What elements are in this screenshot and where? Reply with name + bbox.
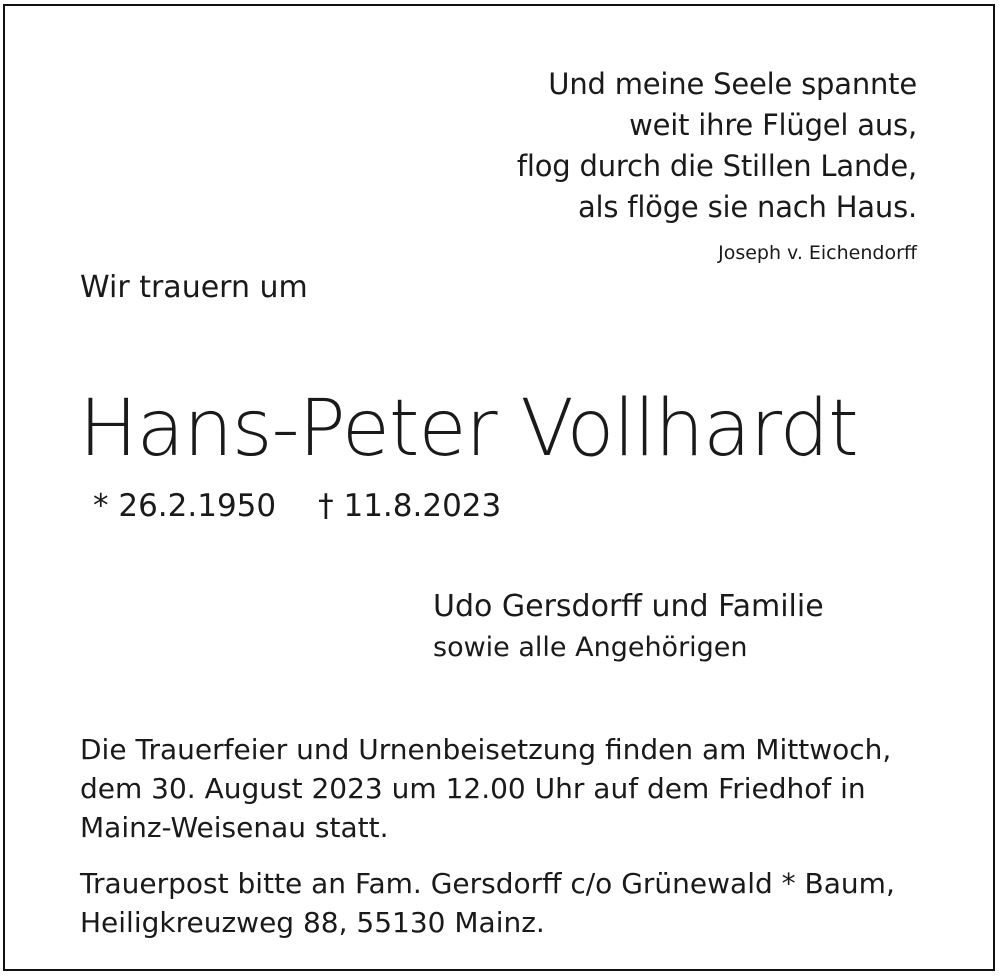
mourners-relatives: sowie alle Angehörigen	[433, 632, 748, 663]
intro-text: Wir trauern um	[80, 270, 308, 305]
mourners-family: Udo Gersdorff und Familie	[433, 589, 824, 624]
obituary-frame	[3, 4, 995, 971]
poem-line: flog durch die Stillen Lande,	[516, 149, 917, 183]
ceremony-line: Die Trauerfeier und Urnenbeisetzung finden am Mittwoch,	[80, 733, 892, 766]
correspondence-line: Trauerpost bitte an Fam. Gersdorff c/o Grünewald * Baum,	[80, 867, 895, 900]
life-dates	[93, 488, 501, 524]
death-date: † 11.8.2023	[318, 488, 502, 524]
correspondence-line: Heiligkreuzweg 88, 55130 Mainz.	[80, 906, 545, 939]
poem-line: Und meine Seele spannte	[548, 67, 917, 101]
poem-quote	[517, 64, 917, 228]
correspondence-notice	[80, 864, 895, 942]
ceremony-line: Mainz-Weisenau statt.	[80, 811, 389, 844]
poem-line: als flöge sie nach Haus.	[577, 190, 917, 224]
ceremony-notice	[80, 730, 891, 847]
poem-line: weit ihre Flügel aus,	[629, 108, 917, 142]
birth-date: * 26.2.1950	[93, 488, 277, 524]
deceased-name: Hans-Peter Vollhardt	[79, 384, 858, 474]
ceremony-line: dem 30. August 2023 um 12.00 Uhr auf dem Friedhof in	[80, 772, 866, 805]
poem-author: Joseph v. Eichendorff	[718, 242, 917, 264]
mourners-block	[433, 586, 824, 668]
